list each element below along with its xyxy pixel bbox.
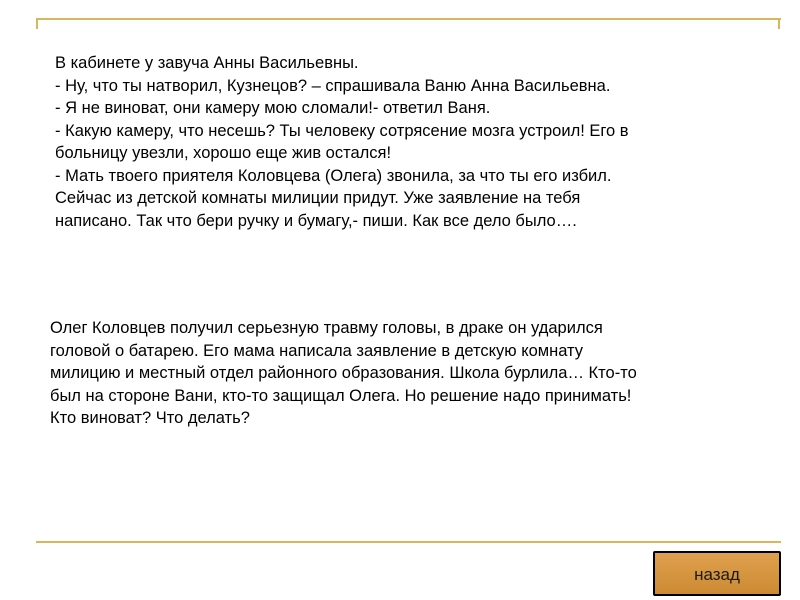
bottom-divider-line bbox=[36, 541, 781, 543]
text-line: - Ну, что ты натворил, Кузнецов? – спрашивала Ваню Анна Васильевна. bbox=[55, 76, 611, 95]
text-line: Кто виноват? Что делать? bbox=[50, 409, 250, 427]
back-button[interactable] bbox=[653, 551, 781, 596]
text-line: больницу увезли, хорошо еще жив остался! bbox=[55, 144, 392, 162]
top-divider-line bbox=[36, 18, 781, 20]
text-line: - Я не виноват, они камеру мою сломали!- ответил Ваня. bbox=[55, 99, 491, 117]
text-line: был на стороне Вани, кто-то защищал Олега. Но решение надо принимать! bbox=[50, 386, 632, 405]
text-line: В кабинете у завуча Анны Васильевны. bbox=[55, 54, 359, 72]
top-right-tick bbox=[778, 18, 780, 29]
back-button-label: назад bbox=[694, 565, 740, 584]
top-left-tick bbox=[36, 18, 38, 29]
text-line: Олег Коловцев получил серьезную травму головы, в драке он ударился bbox=[50, 319, 603, 337]
text-line: головой о батарею. Его мама написала заявление в детскую комнату bbox=[50, 341, 584, 360]
text-line: - Мать твоего приятеля Коловцева (Олега) звонила, за что ты его избил. bbox=[55, 166, 612, 185]
situation-text-block bbox=[50, 317, 770, 430]
dialogue-text-block bbox=[55, 52, 775, 232]
text-line: написано. Так что бери ручку и бумагу,- пиши. Как все дело было…. bbox=[55, 211, 577, 230]
text-line: милицию и местный отдел районного образования. Школа бурлила… Кто-то bbox=[50, 364, 637, 382]
text-line: Сейчас из детской комнаты милиции придут. Уже заявление на тебя bbox=[55, 189, 581, 207]
text-line: - Какую камеру, что несешь? Ты человеку сотрясение мозга устроил! Его в bbox=[55, 121, 629, 140]
